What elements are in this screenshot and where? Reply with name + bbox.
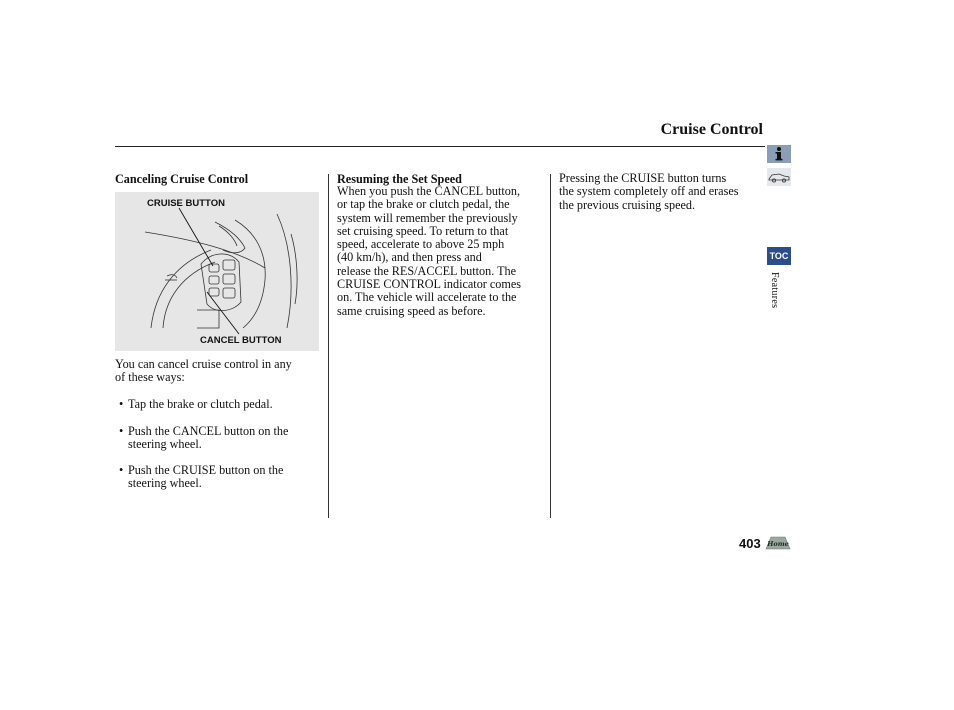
- list-item-text: Tap the brake or clutch pedal.: [128, 397, 273, 411]
- bullet: •: [119, 397, 124, 411]
- section-heading-canceling: Canceling Cruise Control: [115, 172, 249, 186]
- paragraph-line: Pressing the CRUISE button turns: [559, 171, 727, 185]
- paragraph-line: release the RES/ACCEL button. The: [337, 263, 517, 278]
- header-divider: [115, 146, 765, 147]
- cancel-intro-line: You can cancel cruise control in any: [115, 357, 292, 371]
- toc-button[interactable]: TOC: [767, 247, 791, 265]
- cancel-intro-line: of these ways:: [115, 370, 185, 385]
- paragraph-line: same cruising speed as before.: [337, 303, 486, 318]
- list-item-text: Push the CANCEL button on the: [128, 424, 289, 438]
- column-divider-1: [328, 174, 329, 518]
- paragraph-line: on. The vehicle will accelerate to the: [337, 290, 517, 305]
- cruise-button-label: CRUISE BUTTON: [147, 198, 225, 209]
- bullet: •: [119, 424, 124, 438]
- home-icon: [765, 533, 791, 551]
- list-item: [119, 425, 319, 452]
- paragraph-line: set cruising speed. To return to that: [337, 223, 509, 238]
- paragraph-line: the system completely off and erases: [559, 184, 739, 199]
- page-number: 403: [739, 536, 761, 551]
- steering-wheel-figure: [115, 192, 319, 351]
- list-item: [119, 398, 319, 411]
- steering-wheel-illustration: [115, 192, 319, 351]
- paragraph-line: the previous cruising speed.: [559, 197, 696, 212]
- column-divider-2: [550, 174, 551, 518]
- page-title: Cruise Control: [660, 121, 763, 138]
- home-label: Home: [767, 540, 789, 548]
- paragraph-line: CRUISE CONTROL indicator comes: [337, 277, 522, 292]
- paragraph-line: speed, accelerate to above 25 mph: [337, 237, 505, 252]
- list-item-text: Push the CRUISE button on the: [128, 463, 284, 477]
- cancel-button-label: CANCEL BUTTON: [200, 335, 282, 346]
- section-heading-resuming: Resuming the Set Speed: [337, 172, 462, 186]
- home-button[interactable]: [765, 533, 791, 555]
- cruise-off-paragraph: [559, 172, 764, 212]
- cancel-intro: [115, 358, 320, 385]
- list-item-text: steering wheel.: [128, 437, 202, 452]
- paragraph-line: or tap the brake or clutch pedal, the: [337, 197, 510, 212]
- info-glyph-icon: [767, 145, 791, 163]
- car-glyph-icon: [767, 168, 791, 186]
- car-icon[interactable]: [767, 168, 791, 186]
- bullet: •: [119, 463, 124, 477]
- paragraph-line: (40 km/h), and then press and: [337, 250, 482, 265]
- list-item: [119, 464, 319, 491]
- paragraph-line: system will remember the previously: [337, 210, 518, 225]
- paragraph-line: When you push the CANCEL button,: [337, 184, 521, 198]
- list-item-text: steering wheel.: [128, 476, 202, 491]
- section-tab-label: Features: [769, 272, 780, 309]
- info-icon[interactable]: [767, 145, 791, 163]
- resuming-paragraph: [337, 185, 549, 318]
